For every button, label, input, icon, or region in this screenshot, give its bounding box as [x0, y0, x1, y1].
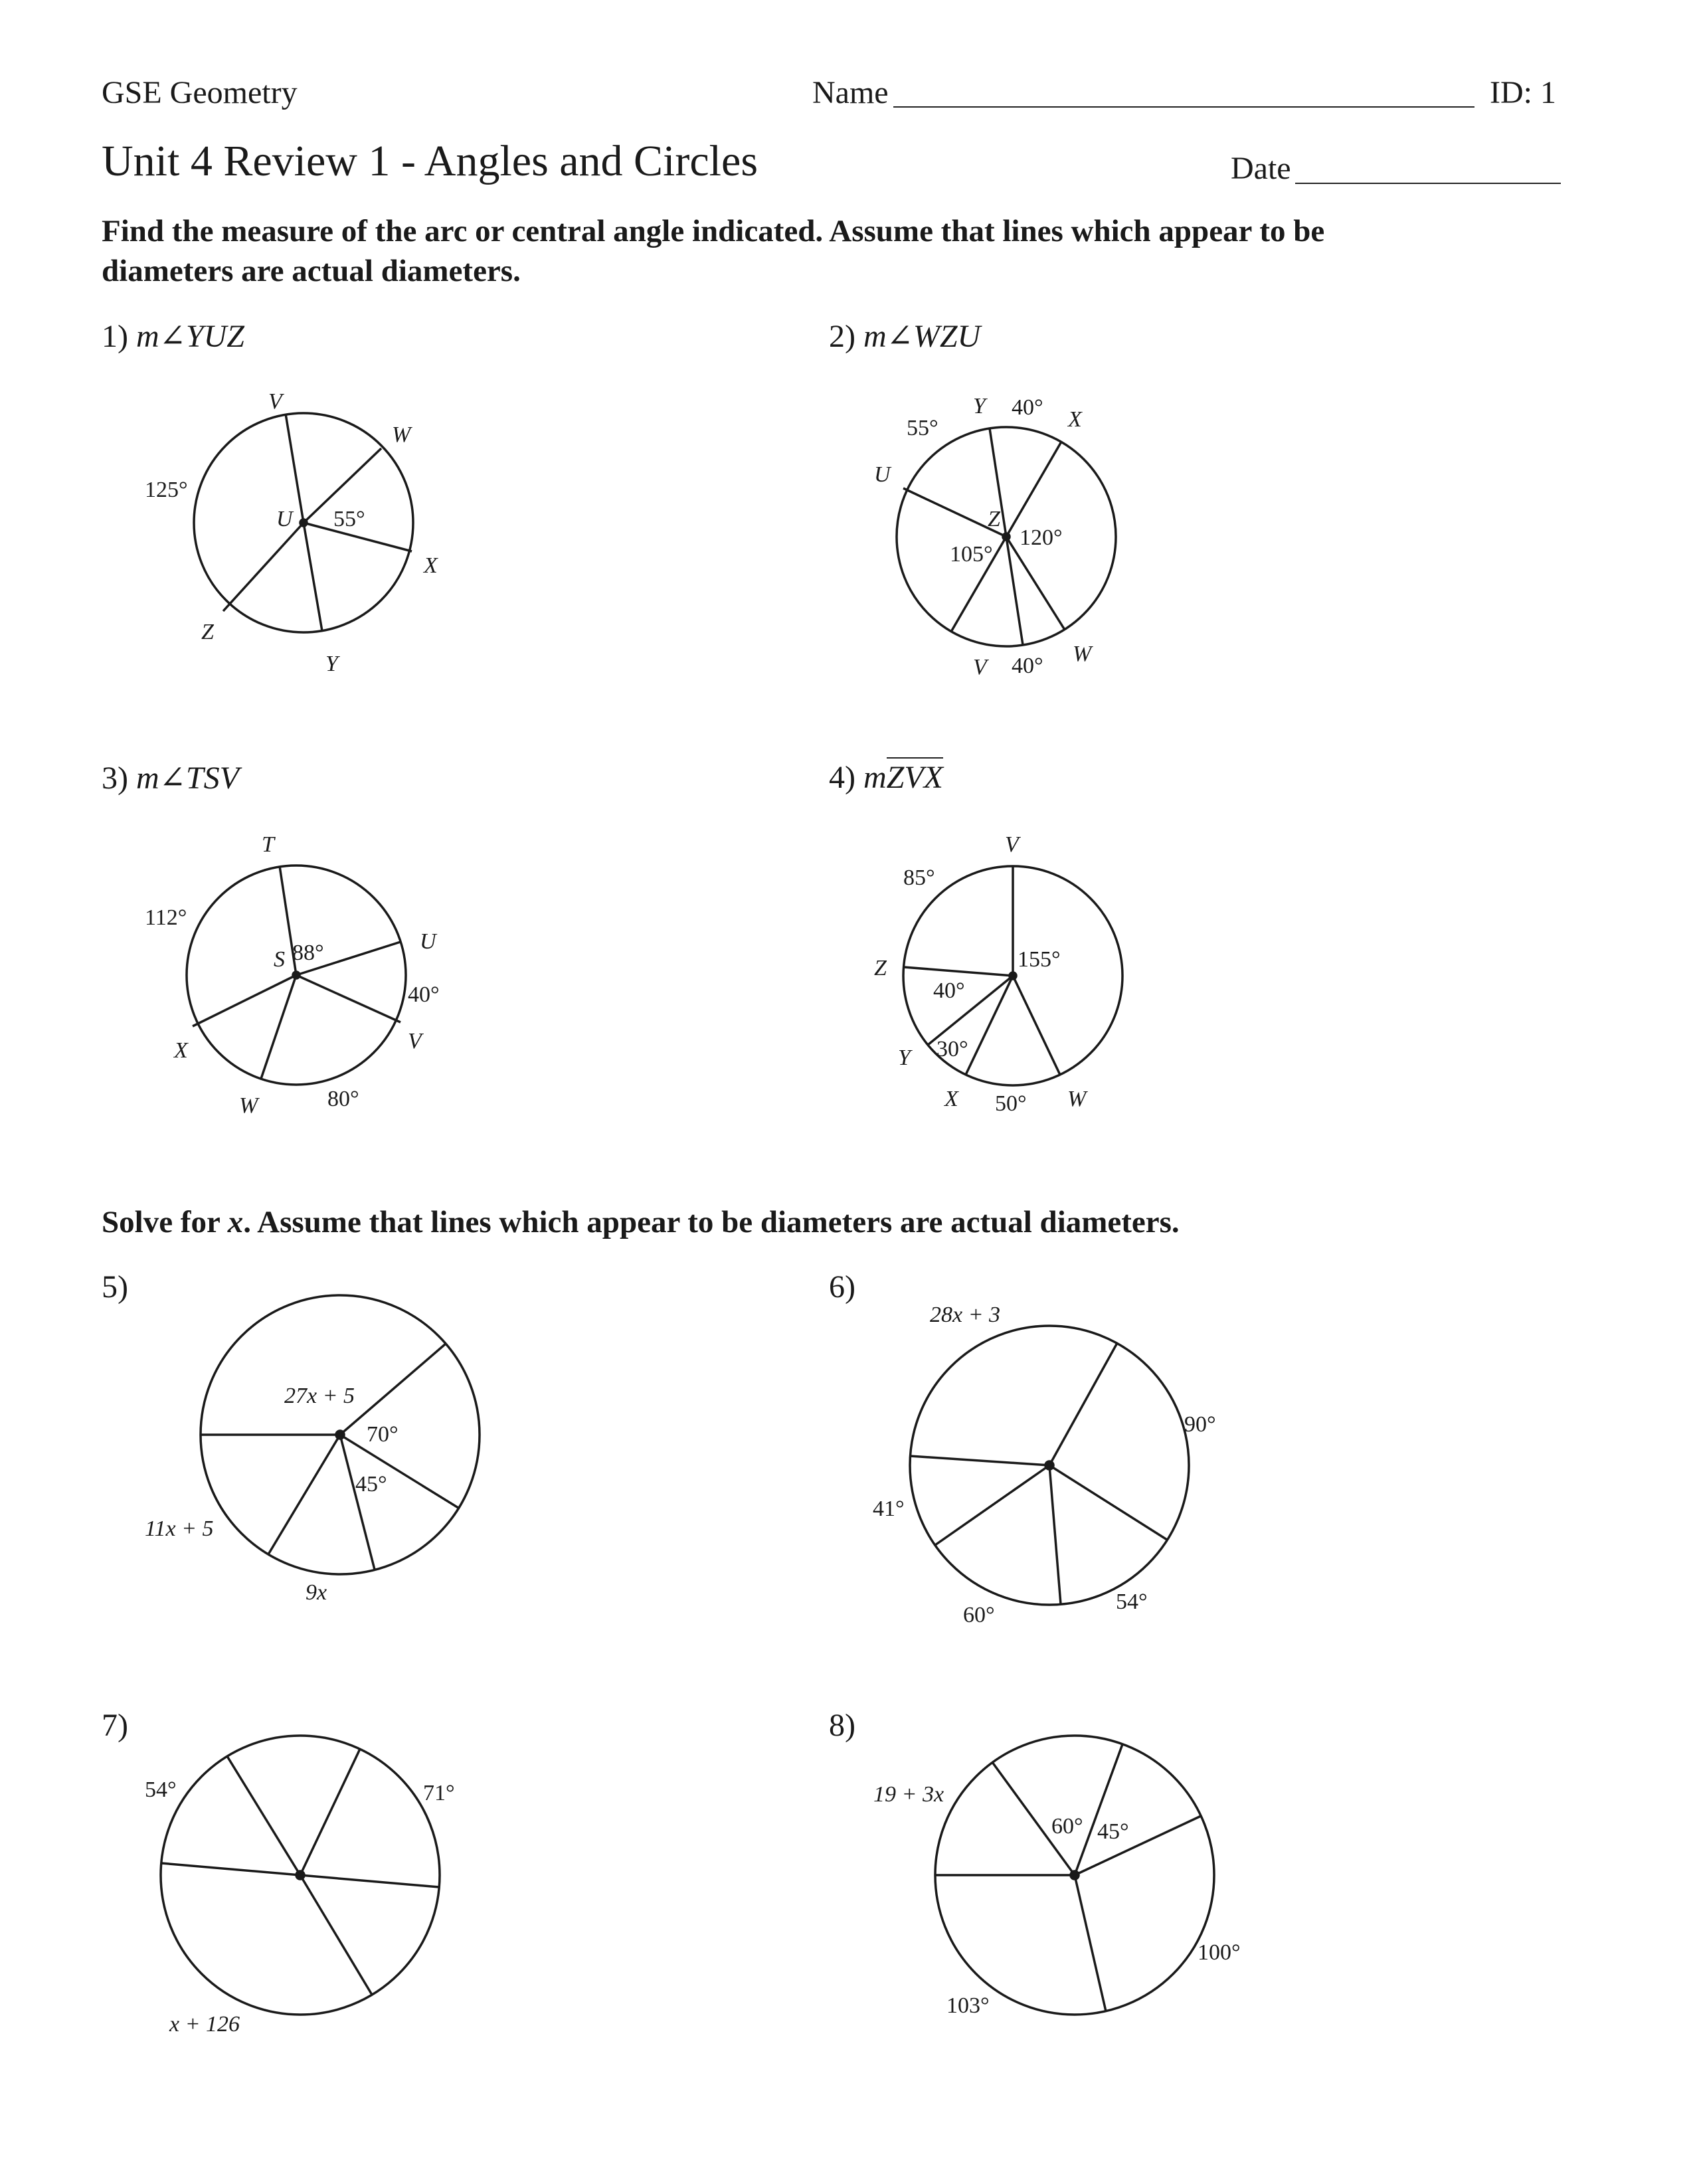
fig4-arc-vw: 155°	[1018, 947, 1061, 972]
page-title: Unit 4 Review 1 - Angles and Circles	[102, 137, 758, 185]
worksheet-id: ID: 1	[1490, 75, 1556, 110]
problem-number: 1)	[102, 319, 128, 354]
fig5-expr-bottom: 9x	[306, 1580, 327, 1605]
fig2-label-y: Y	[973, 394, 986, 418]
problem-7-number: 7)	[102, 1708, 128, 1743]
fig6-arc-left: 41°	[873, 1497, 905, 1521]
fig3-label-t: T	[262, 832, 274, 857]
circle-diagram-2	[897, 427, 1116, 646]
fig2-label-z: Z	[988, 507, 1000, 531]
fig7-arc-upper-left: 54°	[145, 1777, 177, 1802]
fig7-expr-bottom: x + 126	[169, 2012, 240, 2037]
circle-diagram-8	[935, 1736, 1214, 2015]
instructions-suffix: . Assume that lines which appear to be diameters are actual diameters.	[243, 1205, 1180, 1239]
problem-8-number: 8)	[829, 1708, 855, 1743]
fig8-angle-b: 45°	[1097, 1819, 1129, 1844]
fig5-expr-left: 11x + 5	[145, 1516, 214, 1541]
fig6-expr-top: 28x + 3	[930, 1303, 1001, 1327]
fig4-arc-xw: 50°	[995, 1091, 1027, 1116]
fig4-label-v: V	[1005, 832, 1019, 857]
fig5-angle-upper: 70°	[367, 1422, 399, 1447]
fig3-label-v: V	[408, 1029, 422, 1053]
circle-diagram-1	[194, 413, 413, 632]
fig5-angle-lower: 45°	[355, 1472, 387, 1497]
fig1-label-x: X	[424, 553, 438, 578]
fig6-arc-bottom-left: 60°	[963, 1603, 995, 1627]
fig2-arc-xw: 120°	[1020, 525, 1063, 550]
name-label: Name	[812, 75, 889, 110]
fig2-label-x: X	[1068, 407, 1082, 432]
fig5-expr-upper: 27x + 5	[284, 1384, 355, 1408]
fig3-arc-wv: 80°	[327, 1087, 359, 1111]
fig1-label-u: U	[276, 507, 293, 531]
fig3-angle-tsu: 88°	[292, 941, 324, 965]
fig6-arc-right: 90°	[1184, 1412, 1216, 1437]
problem-number: 2)	[829, 319, 855, 354]
circle-diagram-7	[161, 1736, 440, 2015]
instructions-prefix: Solve for	[102, 1205, 228, 1239]
problem-number: 4)	[829, 760, 855, 795]
fig1-arc-measure: 125°	[145, 478, 188, 502]
fig4-label-z: Z	[874, 956, 887, 980]
fig4-angle-yx: 30°	[937, 1037, 968, 1061]
instructions-variable: x	[227, 1205, 244, 1239]
fig2-arc-vw: 40°	[1012, 654, 1043, 678]
problem-prompt-arc: ZVX	[887, 757, 943, 795]
section1-instructions: Find the measure of the arc or central angle indicated. Assume that lines which appear to be diameters are actual diameters.	[102, 214, 1325, 288]
problem-6-number: 6)	[829, 1269, 855, 1305]
fig8-arc-bottom: 103°	[946, 1993, 990, 2018]
fig2-arc-yx: 40°	[1012, 395, 1043, 420]
fig8-angle-a: 60°	[1051, 1814, 1083, 1839]
fig2-label-u: U	[874, 462, 891, 487]
fig1-label-w: W	[392, 422, 411, 447]
fig8-arc-right: 100°	[1198, 1940, 1241, 1965]
fig3-label-u: U	[420, 929, 436, 954]
fig1-label-z: Z	[201, 620, 214, 644]
fig4-label-y: Y	[898, 1046, 911, 1070]
circle-diagram-6	[910, 1326, 1189, 1605]
circle-diagram-5	[201, 1295, 480, 1574]
fig8-expr-upper-left: 19 + 3x	[873, 1782, 944, 1807]
fig2-arc-uy: 55°	[907, 416, 938, 440]
fig4-angle-zy: 40°	[933, 978, 965, 1003]
problem-prompt: m∠TSV	[135, 761, 239, 796]
problem-number: 3)	[102, 761, 128, 796]
problem-5-number: 5)	[102, 1269, 128, 1305]
fig7-arc-upper-right: 71°	[423, 1781, 455, 1805]
fig4-arc-zv: 85°	[903, 865, 935, 890]
fig3-arc-xt: 112°	[145, 905, 187, 930]
circle-diagram-3	[187, 865, 406, 1085]
fig1-label-y: Y	[325, 652, 338, 676]
date-label: Date	[1231, 151, 1291, 186]
problem-prompt: m∠WZU	[863, 319, 981, 354]
fig4-label-w: W	[1067, 1087, 1087, 1111]
fig3-arc-uv: 40°	[408, 982, 440, 1007]
fig4-label-x: X	[944, 1087, 958, 1111]
fig2-label-w: W	[1073, 642, 1092, 666]
fig1-label-v: V	[268, 389, 282, 414]
problem-prompt-prefix: m	[863, 760, 887, 795]
fig3-label-s: S	[274, 947, 285, 972]
fig1-angle-measure: 55°	[333, 507, 365, 531]
fig2-arc-vu: 105°	[950, 542, 993, 567]
fig3-label-x: X	[174, 1038, 188, 1063]
fig3-label-w: W	[239, 1093, 258, 1118]
course-name: GSE Geometry	[102, 75, 298, 110]
fig6-arc-bottom-right: 54°	[1116, 1590, 1148, 1614]
fig2-label-v: V	[973, 655, 987, 680]
problem-prompt: m∠YUZ	[135, 319, 244, 354]
